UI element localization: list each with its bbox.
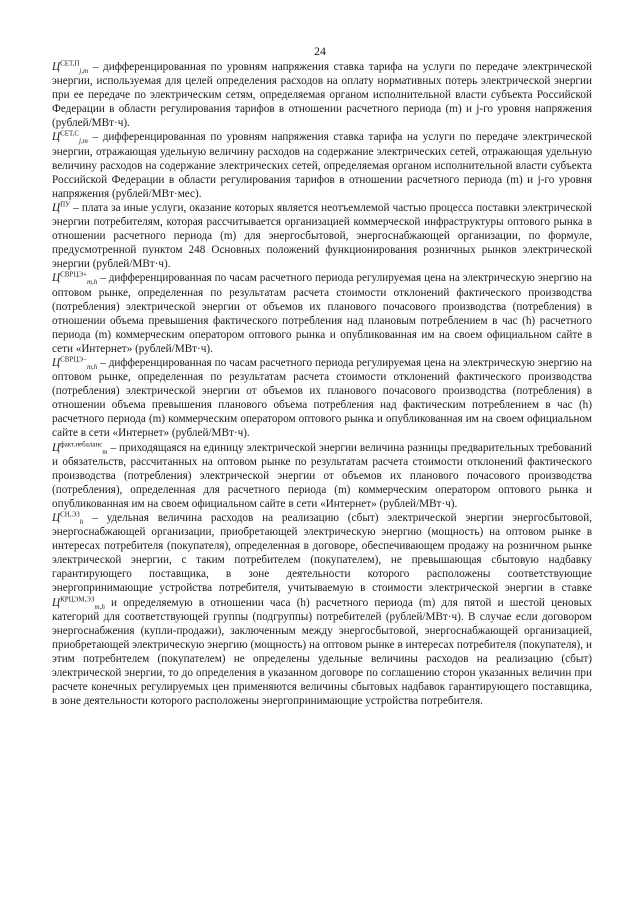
definition-entry xyxy=(52,271,592,356)
definitions-list xyxy=(52,60,592,708)
price-symbol: $Ц^{СЕТ,С}_{j,m}$ xyxy=(52,129,88,146)
definition-text: – дифференцированная по уровням напряжения ставка тарифа на услуги по передаче электрической энергии, отражающая удельную величину расходов на содержание электрических сетей, отражающая удельную величину расходов на содержание электрических сетей, определяемая органом исполнительной власти субъекта Российской Федерации в области регулирования тарифов в отношении расчетного периода (m) и j-го уровня напряжения (рублей/МВт·мес). xyxy=(52,131,593,200)
definition-text: – плата за иные услуги, оказание которых является неотъемлемой частью процесса поставки электрической энергии потребителям, которая рассчитывается организацией коммерческой инфраструктуры оптового рынка в отношении расчетного периода (m) для энергосбытовой, энергоснабжающей организации, по формуле, предусмотренной пунктом 248 Основных положений функционирования розничных рынков электрической энергии (рублей/МВт·ч). xyxy=(52,201,592,271)
page-number: 24 xyxy=(314,44,326,58)
price-symbol: $Ц^{факт.небаланс}_m$ xyxy=(52,439,108,456)
definition-entry xyxy=(52,511,592,708)
inline-price-symbol: $Ц^{КРЦЭМ,ЭЗ}_{m,h}$ xyxy=(52,594,105,611)
price-symbol: $Ц^{СН,ЭЗ}_h$ xyxy=(52,510,84,527)
price-symbol: $Ц^{СЕТ,П}_{j,m}$ xyxy=(52,59,89,76)
price-symbol: $Ц^{СВРЦЭ+}_{m,h}$ xyxy=(52,270,98,287)
definition-text: – приходящаяся на единицу электрической энергии величина разницы предварительных требований и обязательств, рассчитанных на оптовом рынке по результатам расчета стоимости отклонений фактического производства (потребления) электрической энергии от объемов их планового почасового производства (потребления), определенная для расчетного периода (m) коммерческим оператором оптового рынка и опубликованная им на своем официальном сайте в сети «Интернет» (рублей/МВт·ч). xyxy=(52,441,592,510)
definition-entry xyxy=(52,441,592,511)
definition-text: – удельная величина расходов на реализацию (сбыт) электрической энергии энергосбытовой, энергоснабжающей организации, приобретающей электрическую энергию (мощность) на оптовом рынке в интересах потребителя (покупателя), определенная в договоре, обеспечивающем продажу на розничном рынке электрической энергии, с таким потребителем (покупателем), не превышающая сбытовую надбавку гарантирующего поставщика, в зоне деятельности которого расположены соответствующие энергопринимающие устройства потребителя, учитываемую в стоимости электрической энергии в ставке xyxy=(52,512,592,595)
definition-text: – дифференцированная по часам расчетного периода регулируемая цена на электрическую энергию на оптовом рынке, определенная по результатам расчета стоимости отклонений фактического производства (потребления) электрической энергии от объемов их планового почасового производства (потребления) в отношении объема превышения планового объема потребления над фактическим потреблением в час (h) расчетного периода (m) коммерческим оператором оптового рынка и опубликованная им на своем официальном сайте в сети «Интернет» (рублей/МВт·ч). xyxy=(52,356,593,440)
price-symbol: $Ц^{ПУ}$ xyxy=(52,200,71,214)
definition-entry xyxy=(52,130,592,200)
definition-text-continued: и определяемую в отношении часа (h) расчетного периода (m) для пятой и шестой ценовых категорий для соответствующей группы (подгруппы) потребителей (рублей/МВт·ч). В случае если договором энергоснабжения (купли-продажи), заключенным между энергосбытовой, энергоснабжающей организацией, приобретающей электрическую энергию (мощность) на оптовом рынке в интересах потребителя (покупателя), и этим потребителем (покупателем) не определены удельные величины расходов на реализацию (сбыт) электрической энергии, то до определения в указанном договоре по соглашению сторон указанных величин при расчете конечных регулируемых цен применяются величины сбытовых надбавок гарантирующего поставщика, в зоне деятельности которого расположены энергопринимающие устройства потребителя. xyxy=(52,596,593,708)
definition-entry xyxy=(52,60,592,130)
definition-text: – дифференцированная по уровням напряжения ставка тарифа на услуги по передаче электрической энергии, используемая для целей определения расходов на оплату нормативных потерь электрической энергии при ее передаче по электрическим сетям, определяемая органом исполнительной власти субъекта Российской Федерации в области регулирования тарифов в отношении расчетного периода (m) и j-го уровня напряжения (рублей/МВт·ч). xyxy=(52,61,593,130)
definition-text: – дифференцированная по часам расчетного периода регулируемая цена на электрическую энергию на оптовом рынке, определенная по результатам расчета стоимости отклонений фактического производства (потребления) электрической энергии от объемов их планового почасового производства (потребления) в отношении объема превышения фактического потребления над плановым потреблением в час (h) расчетного периода (m) коммерческим оператором оптового рынка и опубликованная им на своем официальном сайте в сети «Интернет» (рублей/МВт·ч). xyxy=(52,272,593,355)
price-symbol: $Ц^{СВРЦЭ-}_{m,h}$ xyxy=(52,355,98,372)
definition-entry xyxy=(52,201,592,271)
definition-entry xyxy=(52,356,592,441)
